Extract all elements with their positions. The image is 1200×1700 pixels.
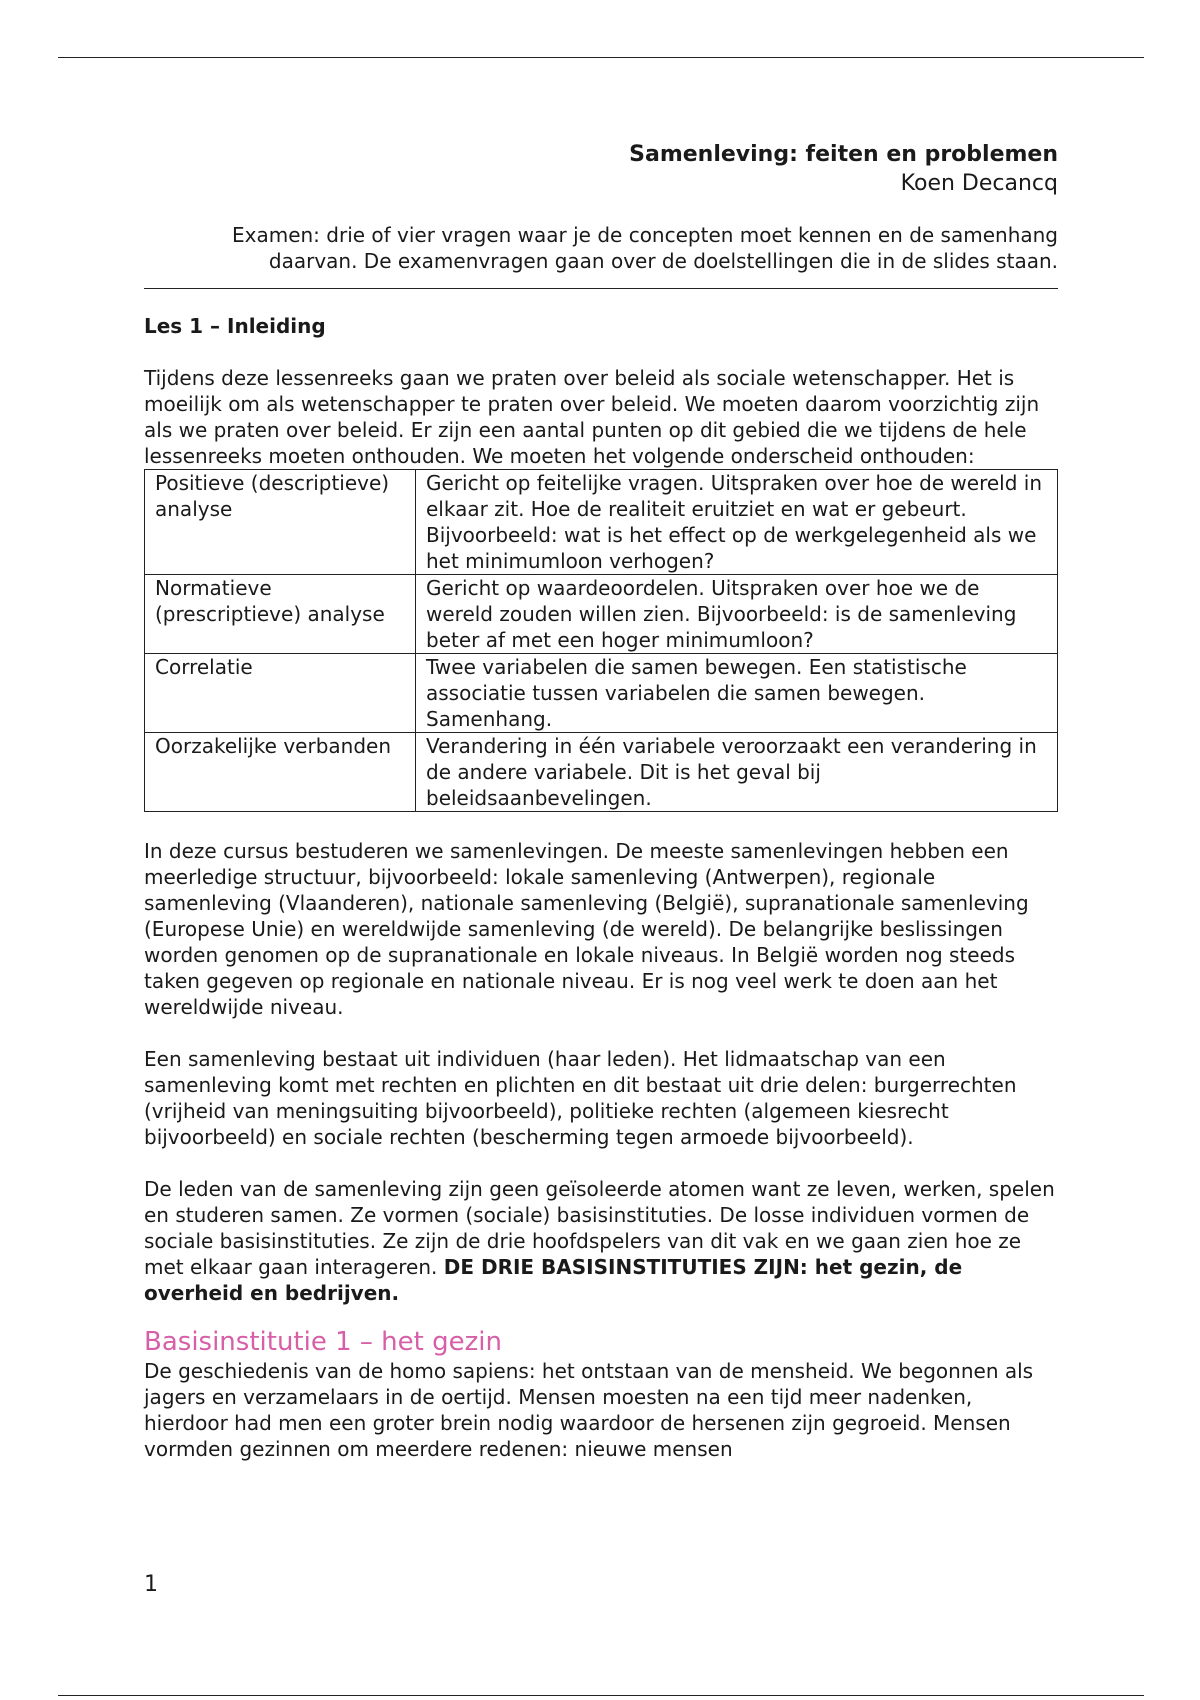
concepts-table [144,469,1058,812]
table-term-cell: Correlatie [145,654,416,733]
table-term-cell: Normatieve (prescriptieve) analyse [145,575,416,654]
table-term-cell: Positieve (descriptieve) analyse [145,470,416,575]
rights-paragraph: Een samenleving bestaat uit individuen (haar leden). Het lidmaatschap van een samenleving komt met rechten en plichten en dit bestaat uit drie delen: burgerrechten (vrijheid van meningsuiting bijvoorbeeld), politieke rechten (algemeen kiesrecht bijvoorbeeld) en sociale rechten (bescherming tegen armoede bijvoorbeeld). [144,1047,1017,1149]
table-row [145,733,1058,812]
table-definition-cell: Gericht op feitelijke vragen. Uitspraken over hoe de wereld in elkaar zit. Hoe de realiteit eruitziet en wat er gebeurt. Bijvoorbeeld: wat is het effect op de werkgelegenheid als we het minimumloon verhogen? [416,470,1058,575]
institutions-paragraph [144,1176,1058,1306]
society-structure-paragraph: In deze cursus bestuderen we samenlevingen. De meeste samenlevingen hebben een meerledige structuur, bijvoorbeeld: lokale samenleving (Antwerpen), regionale samenleving (Vlaanderen), nationale samenleving (België), supranationale samenleving (Europese Unie) en wereldwijde samenleving (de wereld). De belangrijke beslissingen worden genomen op de supranationale en lokale niveaus. In België worden nog steeds taken gegeven op regionale en nationale niveau. Er is nog veel werk te doen aan het wereldwijde niveau. [144,839,1029,1019]
table-row [145,654,1058,733]
page-top-rule [58,57,1144,58]
institutions-text: De leden van de samenleving zijn geen geïsoleerde atomen want ze leven, werken, spelen en studeren samen. Ze vormen (sociale) basisinstituties. De losse individuen vormen de sociale basisinstituties. Ze zijn de drie hoofdspelers van dit vak en we gaan zien hoe ze met elkaar gaan interageren. [144,1177,1055,1279]
section-gezin-paragraph: De geschiedenis van de homo sapiens: het ontstaan van de mensheid. We begonnen als jagers en verzamelaars in de oertijd. Mensen moesten na een tijd meer nadenken, hierdoor had men een groter brein nodig waardoor de hersenen zijn gegroeid. Mensen vormden gezinnen om meerdere redenen: nieuwe mensen [144,1359,1034,1461]
document-page [144,140,1058,1462]
document-title: Samenleving: feiten en problemen [629,142,1058,167]
table-term-cell: Oorzakelijke verbanden [145,733,416,812]
table-definition-cell: Verandering in één variabele veroorzaakt een verandering in de andere variabele. Dit is het geval bij beleidsaanbevelingen. [416,733,1058,812]
section-heading-gezin: Basisinstitutie 1 – het gezin [144,1327,502,1357]
exam-note: Examen: drie of vier vragen waar je de concepten moet kennen en de samenhang daarvan. De examenvragen gaan over de doelstellingen die in de slides staan. [231,223,1058,273]
header-divider [144,288,1058,289]
document-author: Koen Decancq [900,171,1058,196]
page-bottom-rule [58,1695,1144,1696]
page-number: 1 [144,1572,158,1597]
document-header [144,140,1058,274]
table-row [145,575,1058,654]
table-definition-cell: Gericht op waardeoordelen. Uitspraken over hoe we de wereld zouden willen zien. Bijvoorbeeld: is de samenleving beter af met een hoger minimumloon? [416,575,1058,654]
table-definition-cell: Twee variabelen die samen bewegen. Een statistische associatie tussen variabelen die samen bewegen. Samenhang. [416,654,1058,733]
table-row [145,470,1058,575]
institutions-bold-statement: DE DRIE BASISINSTITUTIES ZIJN: het gezin, de overheid en bedrijven. [144,1255,963,1305]
lesson-heading: Les 1 – Inleiding [144,314,326,338]
lesson-intro-paragraph: Tijdens deze lessenreeks gaan we praten over beleid als sociale wetenschapper. Het is moeilijk om als wetenschapper te praten over beleid. We moeten daarom voorzichtig zijn als we praten over beleid. Er zijn een aantal punten op dit gebied die we tijdens de hele lessenreeks moeten onthouden. We moeten het volgende onderscheid onthouden: [144,366,1040,468]
